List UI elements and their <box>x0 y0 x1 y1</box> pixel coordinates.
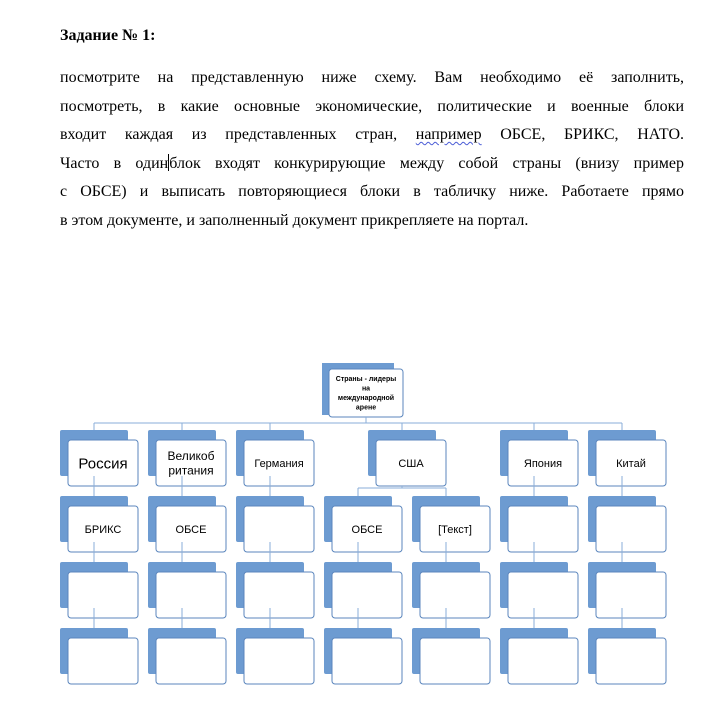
bloc-box-usa-1-1-label: ОБСЕ <box>351 523 383 536</box>
paragraph-line-4 <box>60 150 684 179</box>
bloc-box-usa-1-1[interactable] <box>324 496 402 552</box>
spellcheck-word[interactable]: например <box>415 126 482 144</box>
bloc-box-usa-2-3[interactable] <box>412 628 490 684</box>
bloc-box-britain-2[interactable] <box>148 562 226 618</box>
task-title: Задание № 1: <box>60 27 156 44</box>
country-box-japan-label: Япония <box>523 457 563 470</box>
root-label-line: международной <box>337 395 395 402</box>
bloc-box-japan-2[interactable] <box>500 562 578 618</box>
paragraph-line-5: с ОБСЕ) и выписать повторяющиеся блоки в табличку ниже. Работаете прямо <box>60 183 684 201</box>
bloc-box-russia-1-label: БРИКС <box>84 523 122 536</box>
country-box-usa-label: США <box>398 457 424 470</box>
root-box[interactable] <box>322 363 403 417</box>
bloc-box-japan-3[interactable] <box>500 628 578 684</box>
bloc-box-usa-1-3[interactable] <box>324 628 402 684</box>
bloc-box-china-3[interactable] <box>588 628 666 684</box>
bloc-box-germany-3[interactable] <box>236 628 314 684</box>
bloc-box-germany-1[interactable] <box>236 496 314 552</box>
country-box-russia-label: Россия <box>78 455 128 473</box>
bloc-box-russia-2[interactable] <box>60 562 138 618</box>
country-box-usa[interactable] <box>368 430 446 486</box>
paragraph-line-3 <box>60 121 684 150</box>
bloc-box-britain-1-label: ОБСЕ <box>175 523 207 536</box>
bloc-box-britain-1[interactable] <box>148 496 226 552</box>
line-4-start: Часто в один <box>60 154 169 172</box>
country-box-japan[interactable] <box>500 430 578 486</box>
root-label-line: на <box>361 385 371 393</box>
bloc-box-britain-3[interactable] <box>148 628 226 684</box>
country-box-china-label: Китай <box>616 457 646 470</box>
country-box-britain-label: ритания <box>168 463 214 478</box>
country-box-germany-label: Германия <box>254 457 304 470</box>
bloc-box-japan-1[interactable] <box>500 496 578 552</box>
country-box-britain-label: Великоб <box>167 449 215 463</box>
country-box-germany[interactable] <box>236 430 314 486</box>
line-3-start: входит каждая из представленных стран, <box>60 126 416 144</box>
paragraph-line-2: посмотреть, в какие основные экономические, политические и военные блоки <box>60 97 684 115</box>
country-box-russia[interactable] <box>60 430 138 486</box>
root-label-line: Страны - лидеры <box>335 376 397 383</box>
bloc-box-russia-3[interactable] <box>60 628 138 684</box>
bloc-box-germany-2[interactable] <box>236 562 314 618</box>
root-label-line: арене <box>355 404 377 412</box>
bloc-box-china-1[interactable] <box>588 496 666 552</box>
line-4-end: блок входят конкурирующие между собой страны (внизу пример <box>169 154 684 172</box>
bloc-box-china-2[interactable] <box>588 562 666 618</box>
line-3-end: ОБСЕ, БРИКС, НАТО. <box>481 126 685 144</box>
country-box-britain[interactable] <box>148 430 226 486</box>
bloc-box-usa-1-2[interactable] <box>324 562 402 618</box>
bloc-box-usa-2-1-label: [Текст] <box>438 523 472 536</box>
country-box-china[interactable] <box>588 430 666 486</box>
bloc-box-usa-2-1[interactable] <box>412 496 490 552</box>
paragraph-line-1: посмотрите на представленную ниже схему. Вам необходимо её заполнить, <box>60 69 684 86</box>
paragraph-line-6: в этом документе, и заполненный документ прикрепляете на портал. <box>60 211 529 229</box>
bloc-box-russia-1[interactable] <box>60 496 138 552</box>
task-paragraph <box>60 64 684 236</box>
bloc-box-usa-2-2[interactable] <box>412 562 490 618</box>
